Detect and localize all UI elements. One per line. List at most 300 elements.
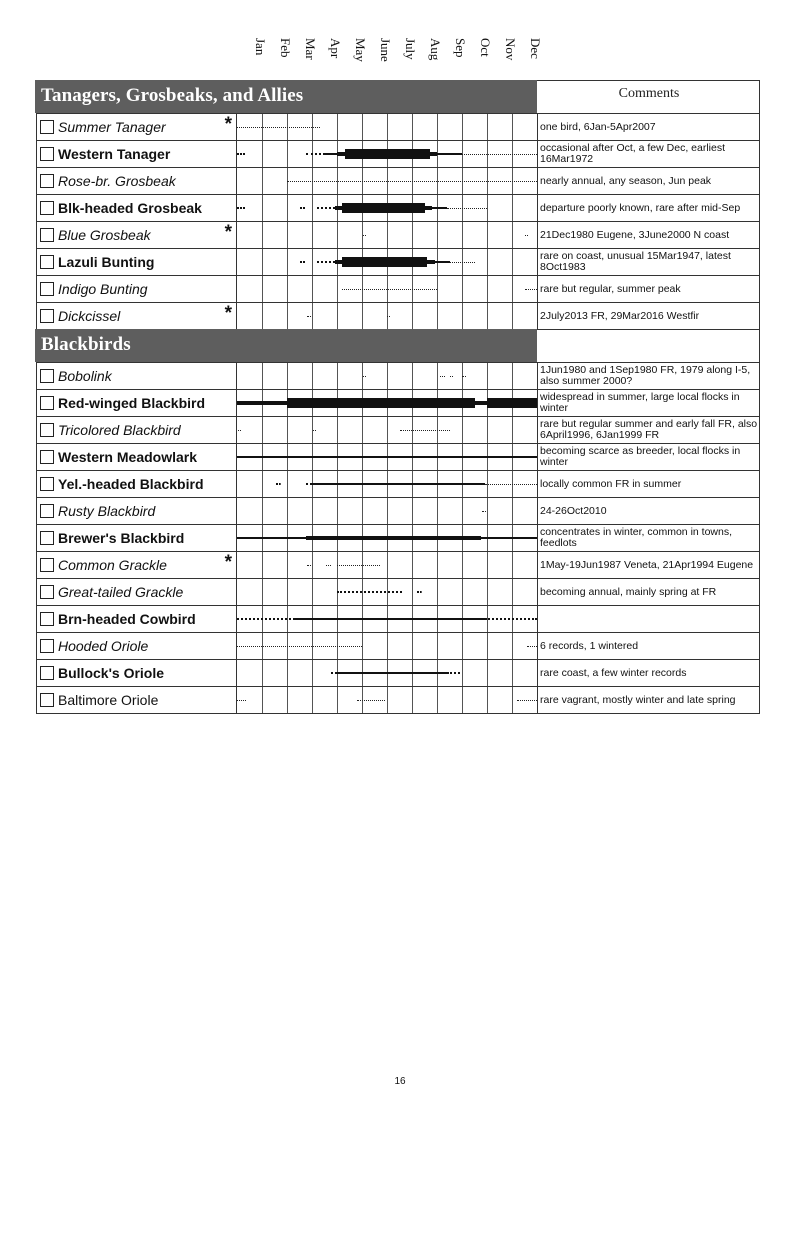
bird-name-cell <box>36 276 237 302</box>
month-divider <box>287 141 288 167</box>
month-divider <box>512 303 513 329</box>
bird-name: Brewer's Blackbird <box>58 530 185 546</box>
month-label-nov: Nov <box>503 38 518 61</box>
month-divider <box>362 114 363 140</box>
abundance-bar-dot <box>307 565 311 566</box>
seen-checkbox[interactable] <box>40 450 54 464</box>
month-divider <box>387 687 388 713</box>
table-border-right <box>759 249 760 275</box>
month-divider <box>512 249 513 275</box>
abundance-bar-dot <box>387 316 390 317</box>
seen-checkbox[interactable] <box>40 612 54 626</box>
seen-checkbox[interactable] <box>40 477 54 491</box>
bird-checklist-table <box>36 80 760 714</box>
month-divider <box>512 114 513 140</box>
month-divider <box>362 417 363 443</box>
rarity-star-icon: * <box>224 222 232 243</box>
bird-name-cell <box>36 552 237 578</box>
month-divider <box>412 303 413 329</box>
comments-header: Comments <box>618 86 680 101</box>
month-divider <box>487 363 488 389</box>
bird-comment: concentrates in winter, common in towns, feedlots <box>540 526 733 549</box>
section-band <box>35 329 537 362</box>
bird-name-cell <box>36 114 237 140</box>
seen-checkbox[interactable] <box>40 396 54 410</box>
abundance-bar-line <box>437 153 462 155</box>
month-divider <box>337 417 338 443</box>
month-divider <box>437 303 438 329</box>
abundance-bar-dot <box>485 484 538 485</box>
abundance-bar-med <box>335 206 343 210</box>
bird-name-cell <box>36 222 237 248</box>
table-border-right <box>759 330 760 362</box>
month-divider <box>462 303 463 329</box>
month-divider <box>262 471 263 497</box>
bird-name: Red-winged Blackbird <box>58 395 206 411</box>
abundance-bar-dot <box>525 289 538 290</box>
abundance-bar-dot <box>440 376 445 377</box>
seen-checkbox[interactable] <box>40 531 54 545</box>
table-border-right <box>759 525 760 551</box>
month-divider <box>387 363 388 389</box>
abundance-bar-dash <box>300 261 304 263</box>
month-label-oct: Oct <box>478 38 493 57</box>
abundance-chart <box>237 606 537 632</box>
rarity-star-icon: * <box>224 114 232 135</box>
seen-checkbox[interactable] <box>40 120 54 134</box>
abundance-chart <box>237 498 537 524</box>
bird-row <box>36 687 760 714</box>
bird-name: Western Tanager <box>58 146 171 162</box>
month-divider <box>337 303 338 329</box>
seen-checkbox[interactable] <box>40 282 54 296</box>
abundance-chart <box>237 363 537 389</box>
abundance-bar-med <box>335 260 343 264</box>
abundance-chart <box>237 660 537 686</box>
month-label-sep: Sep <box>453 38 468 58</box>
bird-row <box>36 222 760 249</box>
month-divider <box>287 552 288 578</box>
table-border-right <box>759 363 760 389</box>
month-divider <box>487 417 488 443</box>
month-divider <box>412 498 413 524</box>
abundance-chart <box>237 249 537 275</box>
abundance-bar-med <box>427 260 435 264</box>
bird-comment: departure poorly known, rare after mid-Sep <box>540 201 741 214</box>
month-divider <box>287 276 288 302</box>
bird-row <box>36 498 760 525</box>
abundance-bar-med <box>425 206 433 210</box>
abundance-bar-line <box>237 456 537 458</box>
bird-name: Western Meadowlark <box>58 449 198 465</box>
abundance-chart <box>237 552 537 578</box>
abundance-bar-dot <box>400 430 450 431</box>
bird-comment: 21Dec1980 Eugene, 3June2000 N coast <box>540 228 730 241</box>
month-divider <box>487 114 488 140</box>
month-divider <box>462 687 463 713</box>
month-divider <box>312 552 313 578</box>
bird-name: Baltimore Oriole <box>58 692 159 708</box>
abundance-bar-line <box>325 153 338 155</box>
bird-comment: 2July2013 FR, 29Mar2016 Westfir <box>540 309 700 322</box>
table-border-right <box>759 303 760 329</box>
bird-name: Rose-br. Grosbeak <box>58 173 176 189</box>
bird-comment: becoming scarce as breeder, local flocks in winter <box>540 445 741 468</box>
month-divider <box>262 687 263 713</box>
month-divider <box>487 303 488 329</box>
month-divider <box>312 276 313 302</box>
page-number: 16 <box>394 1076 406 1087</box>
section-header <box>36 81 760 114</box>
bird-comment: rare but regular summer and early fall FR, also 6April1996, 6Jan1999 FR <box>540 418 758 441</box>
month-divider <box>487 660 488 686</box>
month-label-apr: Apr <box>328 38 343 59</box>
month-divider <box>287 249 288 275</box>
bird-name-cell <box>36 471 237 497</box>
section-title: Tanagers, Grosbeaks, and Allies <box>41 85 304 106</box>
abundance-bar-dot <box>525 235 529 236</box>
month-divider <box>437 687 438 713</box>
abundance-chart <box>237 168 537 194</box>
month-divider <box>437 498 438 524</box>
abundance-bar-thick <box>342 203 425 213</box>
seen-checkbox[interactable] <box>40 504 54 518</box>
abundance-bar-dot <box>337 565 380 566</box>
month-divider <box>487 687 488 713</box>
table-border-right <box>759 168 760 194</box>
table-border-right <box>759 660 760 686</box>
abundance-bar-dash <box>300 207 304 209</box>
bird-name-cell <box>36 633 237 659</box>
abundance-bar-dash <box>306 153 325 155</box>
seen-checkbox[interactable] <box>40 423 54 437</box>
month-label-june: June <box>378 38 393 62</box>
abundance-bar-med <box>306 536 481 540</box>
month-label-feb: Feb <box>278 38 293 58</box>
table-border-right <box>759 552 760 578</box>
bird-name: Indigo Bunting <box>58 281 148 297</box>
table-border-right <box>759 390 760 416</box>
seen-checkbox[interactable] <box>40 585 54 599</box>
month-label-dec: Dec <box>528 38 543 59</box>
bird-name: Blue Grosbeak <box>58 227 151 243</box>
section-band <box>35 80 537 113</box>
month-divider <box>312 249 313 275</box>
bird-comment: 1May-19Jun1987 Veneta, 21Apr1994 Eugene <box>540 558 754 571</box>
abundance-bar-dot <box>342 289 437 290</box>
seen-checkbox[interactable] <box>40 309 54 323</box>
month-divider <box>262 222 263 248</box>
bird-name-cell <box>36 195 237 221</box>
bird-name-cell <box>36 363 237 389</box>
abundance-bar-dot <box>237 127 320 128</box>
bird-row <box>36 276 760 303</box>
abundance-chart <box>237 303 537 329</box>
month-divider <box>287 660 288 686</box>
abundance-bar-dash <box>276 483 281 485</box>
bird-name: Yel.-headed Blackbird <box>58 476 204 492</box>
abundance-bar-line <box>237 537 306 539</box>
month-divider <box>287 687 288 713</box>
bird-comment: one bird, 6Jan-5Apr2007 <box>540 120 656 133</box>
section-title: Blackbirds <box>41 334 131 355</box>
month-divider <box>312 498 313 524</box>
abundance-bar-dot <box>462 154 537 155</box>
bird-comment: rare vagrant, mostly winter and late spring <box>540 693 736 706</box>
abundance-bar-dash <box>317 207 335 209</box>
month-divider <box>462 498 463 524</box>
month-divider <box>412 222 413 248</box>
abundance-bar-line <box>432 207 447 209</box>
month-divider <box>337 114 338 140</box>
bird-comment: rare on coast, unusual 15Mar1947, latest 8Oct1983 <box>540 250 731 273</box>
month-divider <box>487 249 488 275</box>
bird-comment: 6 records, 1 wintered <box>540 639 639 652</box>
bird-name-cell <box>36 444 237 470</box>
bird-comment: rare coast, a few winter records <box>540 666 687 679</box>
month-divider <box>437 633 438 659</box>
bird-name: Summer Tanager <box>58 119 166 135</box>
bird-name-cell <box>36 498 237 524</box>
bird-row <box>36 417 760 444</box>
month-label-aug: Aug <box>428 38 443 61</box>
bird-name: Tricolored Blackbird <box>58 422 181 438</box>
abundance-bar-dot <box>447 208 487 209</box>
month-divider <box>362 633 363 659</box>
month-divider <box>512 633 513 659</box>
table-border-right <box>759 579 760 605</box>
month-divider <box>487 222 488 248</box>
month-divider <box>337 498 338 524</box>
month-divider <box>337 363 338 389</box>
bird-name: Dickcissel <box>58 308 121 324</box>
month-divider <box>462 222 463 248</box>
table-border-right <box>759 633 760 659</box>
month-divider <box>312 363 313 389</box>
month-divider <box>512 498 513 524</box>
bird-comment: occasional after Oct, a few Dec, earliest 16Mar1972 <box>540 142 725 165</box>
month-divider <box>262 498 263 524</box>
month-divider <box>262 552 263 578</box>
abundance-chart <box>237 114 537 140</box>
month-divider <box>412 552 413 578</box>
abundance-bar-line <box>312 483 485 485</box>
month-divider <box>462 417 463 443</box>
bird-row <box>36 633 760 660</box>
abundance-bar-dot <box>313 430 316 431</box>
month-divider <box>437 114 438 140</box>
table-border-right <box>759 606 760 632</box>
month-divider <box>487 498 488 524</box>
month-divider <box>512 660 513 686</box>
month-divider <box>262 249 263 275</box>
month-divider <box>412 363 413 389</box>
bird-name: Great-tailed Grackle <box>58 584 184 600</box>
month-divider <box>387 417 388 443</box>
bird-name: Brn-headed Cowbird <box>58 611 196 627</box>
bird-row <box>36 168 760 195</box>
month-label-mar: Mar <box>303 38 318 60</box>
month-label-may: May <box>353 38 368 62</box>
month-divider <box>512 579 513 605</box>
abundance-bar-dash <box>317 261 335 263</box>
month-divider <box>287 471 288 497</box>
abundance-bar-med <box>337 152 345 156</box>
month-divider <box>437 579 438 605</box>
month-divider <box>287 195 288 221</box>
table-border-right <box>759 687 760 713</box>
month-divider <box>262 363 263 389</box>
bird-row <box>36 303 760 330</box>
seen-checkbox[interactable] <box>40 174 54 188</box>
month-divider <box>487 195 488 221</box>
abundance-bar-med <box>430 152 438 156</box>
seen-checkbox[interactable] <box>40 639 54 653</box>
month-divider <box>412 114 413 140</box>
bird-name-cell <box>36 606 237 632</box>
bird-name-cell <box>36 303 237 329</box>
abundance-chart <box>237 579 537 605</box>
abundance-chart <box>237 195 537 221</box>
month-divider <box>337 276 338 302</box>
month-divider <box>312 579 313 605</box>
month-divider <box>462 114 463 140</box>
rarity-star-icon: * <box>224 552 232 573</box>
month-divider <box>387 114 388 140</box>
bird-row <box>36 195 760 222</box>
month-divider <box>437 363 438 389</box>
abundance-bar-thick <box>487 398 537 408</box>
abundance-bar-dash <box>447 672 460 674</box>
bird-name-cell <box>36 390 237 416</box>
month-divider <box>362 303 363 329</box>
abundance-bar-thick <box>345 149 430 159</box>
seen-checkbox[interactable] <box>40 666 54 680</box>
seen-checkbox[interactable] <box>40 558 54 572</box>
month-divider <box>287 417 288 443</box>
abundance-bar-line <box>435 261 450 263</box>
month-divider <box>487 579 488 605</box>
month-divider <box>512 552 513 578</box>
abundance-bar-dash <box>237 207 245 209</box>
month-divider <box>512 222 513 248</box>
bird-name-cell <box>36 141 237 167</box>
seen-checkbox[interactable] <box>40 201 54 215</box>
month-divider <box>437 276 438 302</box>
bird-comment: nearly annual, any season, Jun peak <box>540 174 712 187</box>
bird-comment: locally common FR in summer <box>540 477 682 490</box>
month-divider <box>487 633 488 659</box>
table-border-right <box>759 114 760 140</box>
bird-comment: 1Jun1980 and 1Sep1980 FR, 1979 along I-5, also summer 2000? <box>540 364 751 387</box>
bird-comment: becoming annual, mainly spring at FR <box>540 585 717 598</box>
month-divider <box>262 276 263 302</box>
month-divider <box>287 363 288 389</box>
month-divider <box>487 276 488 302</box>
month-divider <box>512 417 513 443</box>
month-divider <box>437 222 438 248</box>
month-divider <box>262 168 263 194</box>
month-divider <box>312 303 313 329</box>
abundance-bar-dot <box>527 646 537 647</box>
month-divider <box>312 222 313 248</box>
bird-row <box>36 249 760 276</box>
abundance-chart <box>237 390 537 416</box>
month-divider <box>312 687 313 713</box>
bird-name: Lazuli Bunting <box>58 254 155 270</box>
abundance-bar-dot <box>287 181 537 182</box>
bird-comment: widespread in summer, large local flocks in winter <box>540 391 740 414</box>
abundance-bar-dot <box>517 700 537 701</box>
abundance-bar-dot <box>326 565 331 566</box>
seen-checkbox[interactable] <box>40 693 54 707</box>
abundance-bar-dot <box>363 376 366 377</box>
month-divider <box>412 633 413 659</box>
abundance-bar-thick <box>287 398 475 408</box>
section-header <box>36 330 760 363</box>
month-divider <box>387 552 388 578</box>
abundance-bar-dot <box>357 700 385 701</box>
month-divider <box>312 195 313 221</box>
month-divider <box>462 633 463 659</box>
abundance-bar-med <box>475 401 488 405</box>
bird-name: Rusty Blackbird <box>58 503 156 519</box>
bird-row <box>36 606 760 633</box>
abundance-chart <box>237 687 537 713</box>
month-label-july: July <box>403 38 418 60</box>
bird-name-cell <box>36 525 237 551</box>
bird-name: Bullock's Oriole <box>58 665 165 681</box>
bird-name-cell <box>36 579 237 605</box>
month-divider <box>262 579 263 605</box>
seen-checkbox[interactable] <box>40 147 54 161</box>
table-border-right <box>759 276 760 302</box>
month-divider <box>287 222 288 248</box>
month-divider <box>512 363 513 389</box>
abundance-chart <box>237 471 537 497</box>
table-border-right <box>759 444 760 470</box>
rarity-star-icon: * <box>224 303 232 324</box>
abundance-chart <box>237 444 537 470</box>
seen-checkbox[interactable] <box>40 369 54 383</box>
month-label-jan: Jan <box>253 38 268 56</box>
bird-name-cell <box>36 168 237 194</box>
bird-row <box>36 660 760 687</box>
month-divider <box>287 579 288 605</box>
bird-row <box>36 579 760 606</box>
month-divider <box>362 498 363 524</box>
abundance-chart <box>237 222 537 248</box>
month-divider <box>387 633 388 659</box>
abundance-bar-dot <box>237 700 246 701</box>
month-divider <box>387 498 388 524</box>
table-border-right <box>759 498 760 524</box>
seen-checkbox[interactable] <box>40 255 54 269</box>
month-divider <box>462 552 463 578</box>
abundance-chart <box>237 276 537 302</box>
month-divider <box>262 141 263 167</box>
month-divider <box>287 303 288 329</box>
abundance-bar-dot <box>363 235 366 236</box>
abundance-bar-dot <box>450 262 475 263</box>
table-border-right <box>759 141 760 167</box>
bird-row <box>36 363 760 390</box>
bird-row <box>36 552 760 579</box>
abundance-bar-dot <box>450 376 454 377</box>
abundance-bar-line <box>337 672 447 674</box>
seen-checkbox[interactable] <box>40 228 54 242</box>
bird-row <box>36 390 760 417</box>
